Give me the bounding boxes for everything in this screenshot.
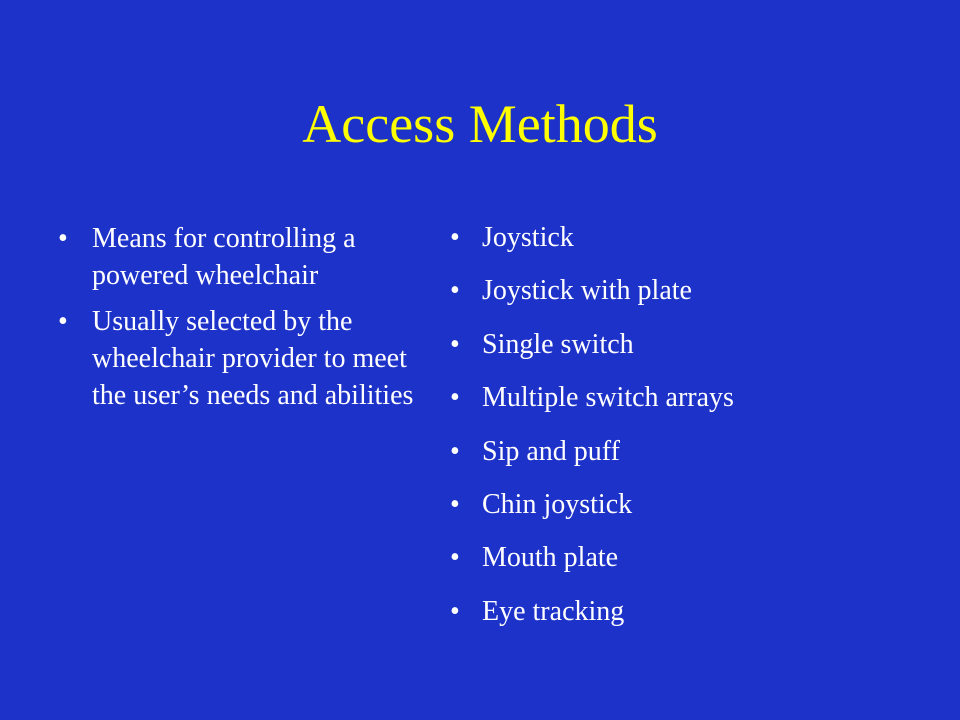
right-bullet-item — [450, 594, 930, 630]
right-bullet-item — [450, 273, 930, 309]
right-bullet-text: Chin joystick — [482, 488, 633, 520]
right-bullet-text: Sip and puff — [482, 435, 620, 467]
right-bullet-item — [450, 434, 930, 470]
bullet-marker: • — [450, 488, 460, 520]
bullet-marker: • — [450, 328, 460, 360]
bullet-marker: • — [450, 542, 460, 574]
left-bullet-item — [58, 220, 430, 294]
bullet-marker: • — [450, 595, 460, 627]
bullet-marker: • — [58, 223, 68, 254]
left-bullet-list — [58, 220, 430, 423]
right-bullet-item — [450, 220, 930, 256]
right-bullet-list — [450, 220, 930, 647]
right-bullet-text: Joystick with plate — [482, 275, 692, 307]
right-bullet-text: Joystick — [482, 222, 574, 253]
bullet-marker: • — [450, 435, 460, 467]
right-bullet-text: Single switch — [482, 328, 634, 360]
right-bullet-item — [450, 327, 930, 363]
left-bullet-item — [58, 303, 430, 414]
right-bullet-text: Multiple switch arrays — [482, 382, 734, 414]
bullet-marker: • — [450, 382, 460, 414]
slide-title: Access Methods — [302, 94, 658, 154]
bullet-marker: • — [450, 275, 460, 307]
bullet-marker: • — [450, 222, 460, 253]
right-bullet-text: Eye tracking — [482, 595, 625, 627]
right-bullet-item — [450, 487, 930, 523]
right-bullet-text: Mouth plate — [482, 542, 619, 574]
right-bullet-item — [450, 380, 930, 416]
right-bullet-item — [450, 540, 930, 576]
left-bullet-text: Usually selected by the wheelchair provider to meet the user’s needs and abilities — [92, 306, 414, 411]
left-bullet-text: Means for controlling a powered wheelchair — [92, 223, 356, 291]
bullet-marker: • — [58, 306, 68, 337]
